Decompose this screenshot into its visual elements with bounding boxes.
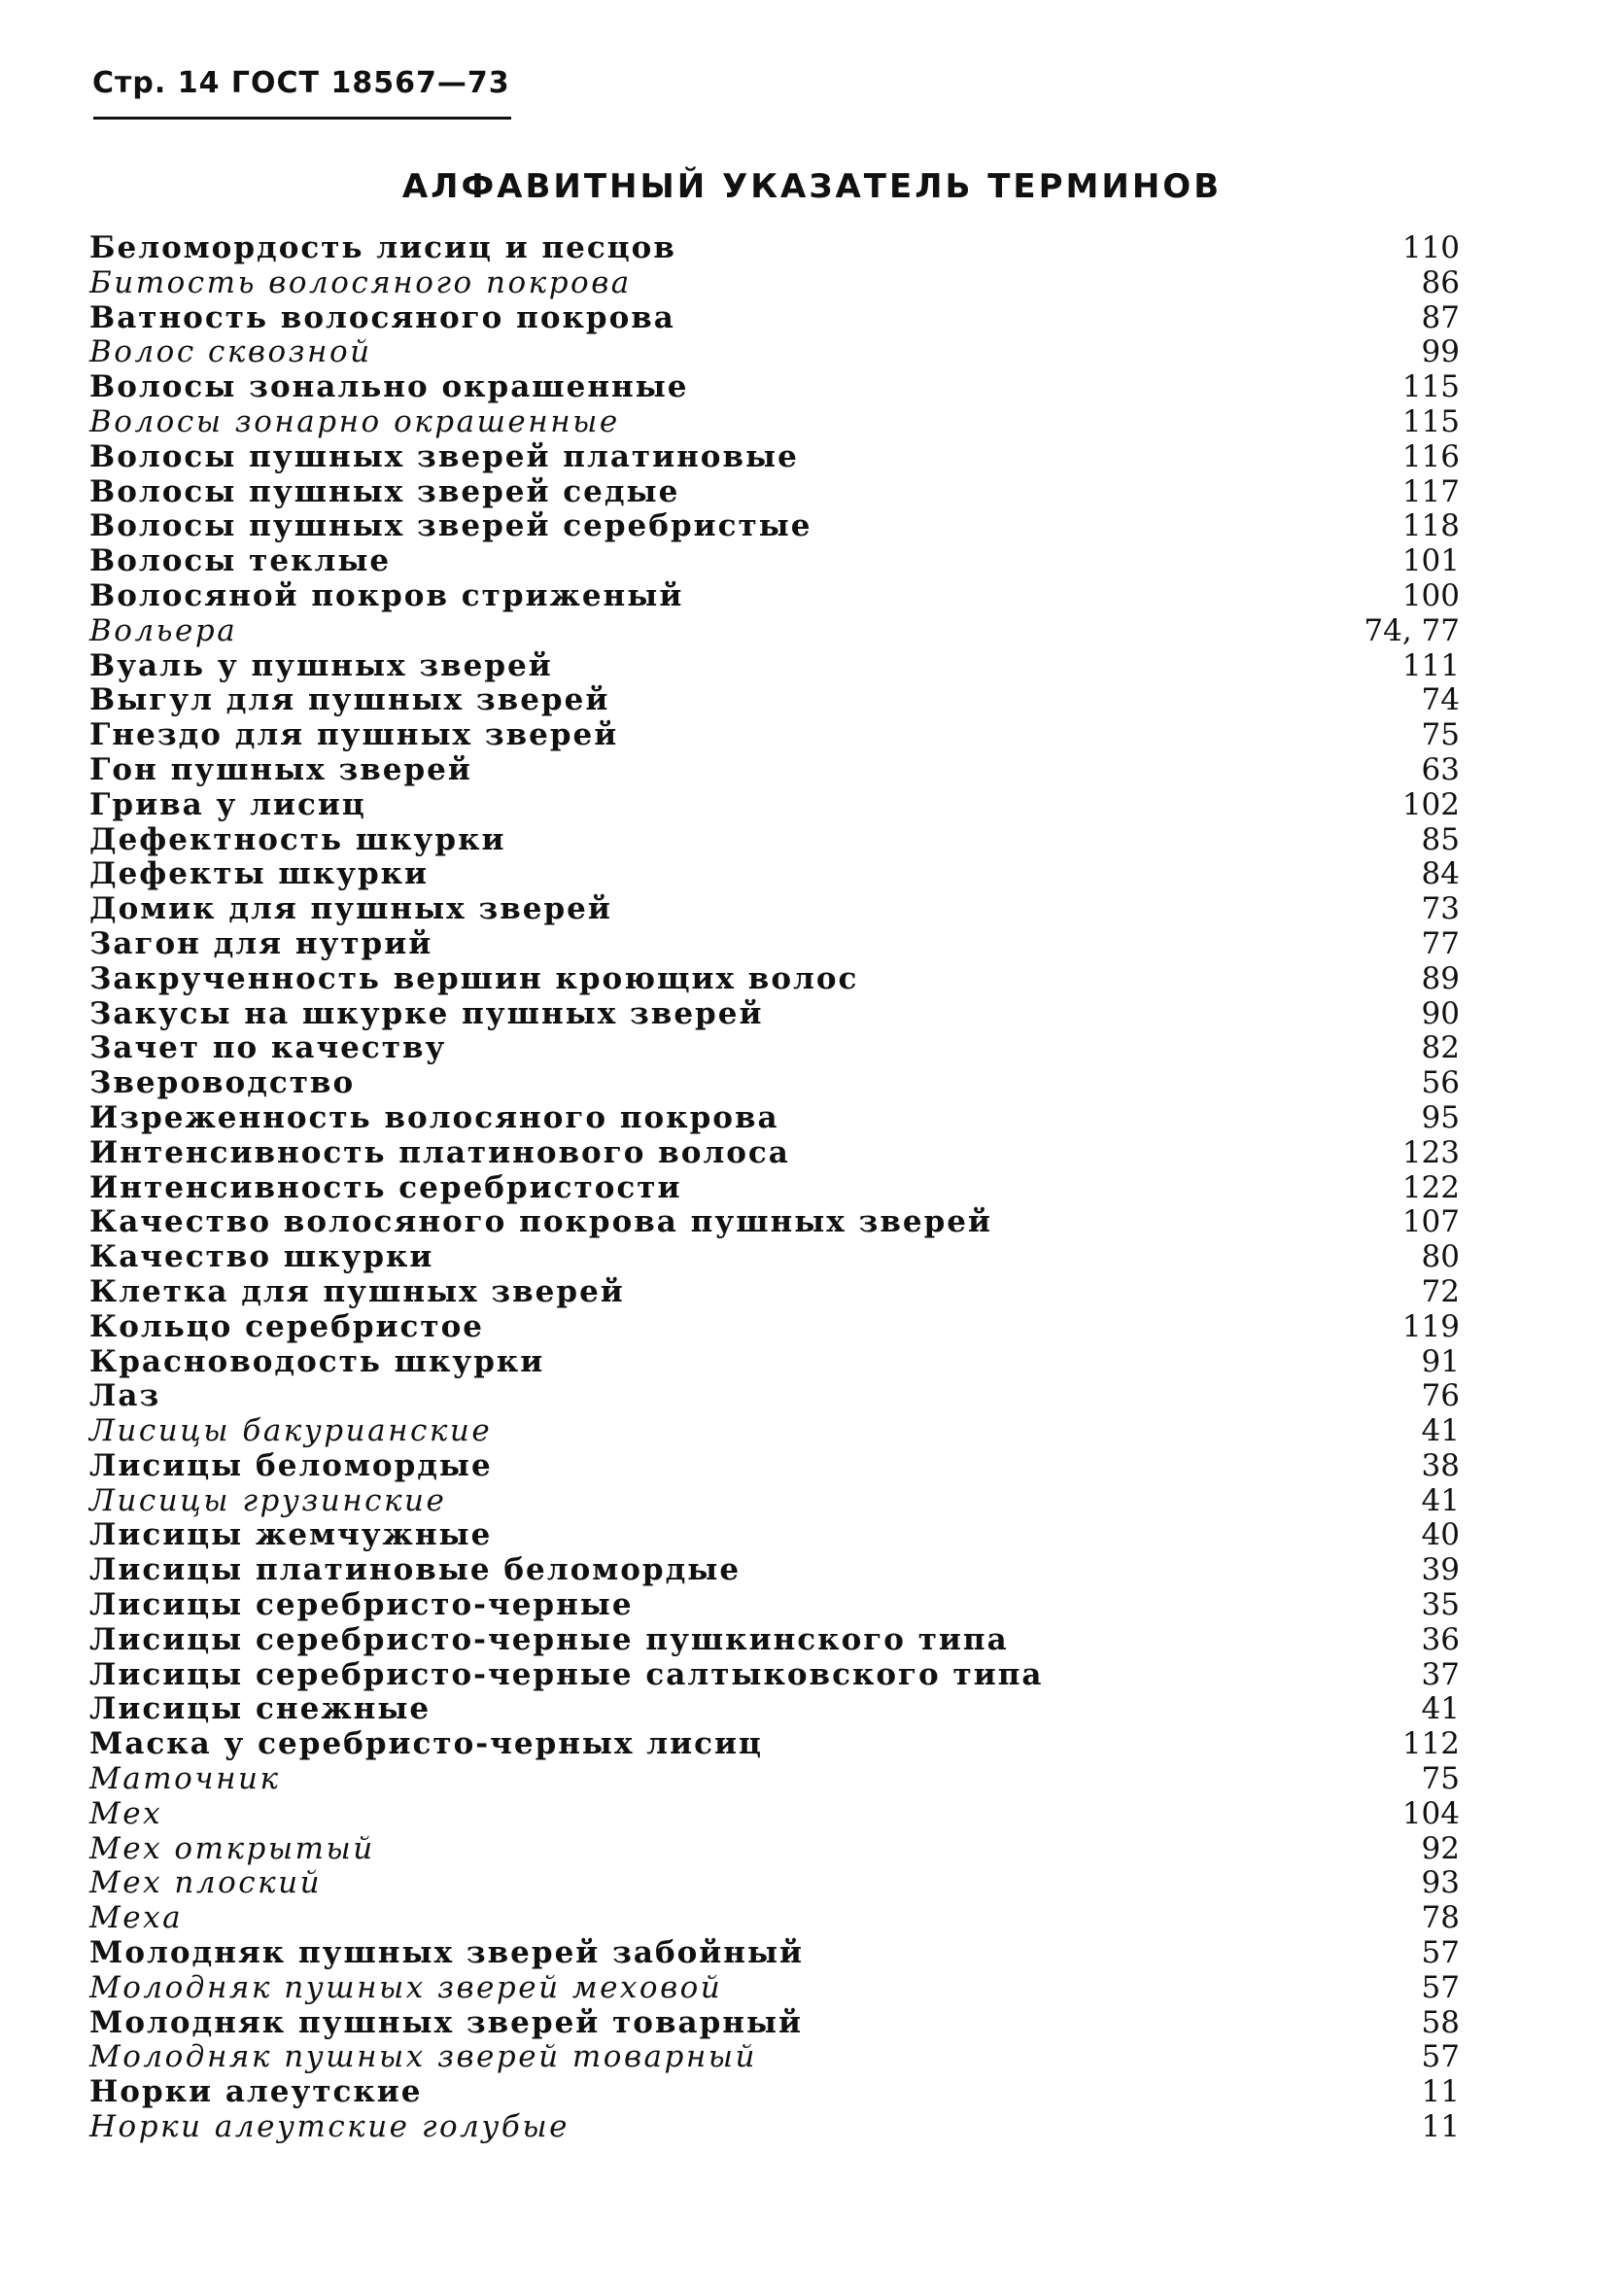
index-page-number: 110 [1401,230,1460,265]
index-term: Молодняк пушных зверей товарный [89,2039,757,2075]
index-term: Клетка для пушных зверей [89,1273,625,1309]
index-page-number: 95 [1421,1099,1460,1135]
index-page-number: 36 [1421,1621,1460,1657]
index-page-number: 58 [1421,2004,1460,2040]
index-entry [89,266,1460,301]
index-entry [89,579,1460,614]
index-term: Лисицы платиновые беломордые [89,1552,742,1588]
index-page-number: 77 [1421,925,1460,961]
index-page-number: 111 [1401,647,1460,683]
index-entry [89,1866,1460,1901]
index-entry [89,1066,1460,1101]
index-page-number: 123 [1401,1134,1460,1170]
index-term: Лисицы бакурианские [89,1413,493,1449]
index-term: Волосы зонарно окрашенные [89,403,620,439]
index-term: Кольцо серебристое [89,1308,484,1344]
index-page-number: 11 [1421,2109,1460,2145]
index-term: Волосы пушных зверей серебристые [89,508,812,544]
index-entry [89,370,1460,405]
index-page-number: 11 [1421,2074,1460,2110]
index-entry [89,2040,1460,2075]
index-page-number: 91 [1421,1343,1460,1379]
index-entry [89,1623,1460,1658]
index-entry [89,1379,1460,1414]
index-entry [89,231,1460,266]
index-term: Маска у серебристо-черных лисиц [89,1726,763,1762]
index-entry [89,683,1460,718]
index-entry [89,962,1460,997]
index-entry [89,1310,1460,1345]
index-page-number: 57 [1421,1969,1460,2005]
index-page-number: 84 [1421,856,1460,892]
index-term: Лисицы серебристо-черные пушкинского типа [89,1621,1009,1657]
index-term: Дефекты шкурки [89,856,430,892]
index-term: Молодняк пушных зверей товарный [89,2004,804,2040]
index-term: Гон пушных зверей [89,751,472,787]
index-page-number: 57 [1421,2039,1460,2075]
index-page-number: 112 [1401,1726,1460,1762]
index-entry [89,1414,1460,1449]
index-term: Волос сквозной [89,334,372,370]
index-entry [89,927,1460,962]
index-entry [89,823,1460,858]
index-entry [89,1484,1460,1519]
index-entry [89,1031,1460,1066]
index-entry [89,2075,1460,2110]
index-term: Меха [89,1900,184,1936]
index-term: Норки алеутские голубые [89,2109,570,2145]
index-term: Красноводость шкурки [89,1343,545,1379]
index-page-number: 41 [1421,1482,1460,1518]
index-entry [89,2006,1460,2041]
index-entry [89,1345,1460,1380]
index-page-number: 116 [1401,438,1460,474]
index-entry [89,788,1460,823]
index-entry [89,1275,1460,1310]
index-term: Лисицы серебристо-черные [89,1587,634,1623]
index-entry [89,1136,1460,1171]
index-entry [89,1727,1460,1762]
index-page-number: 75 [1421,717,1460,753]
page-title: АЛФАВИТНЫЙ УКАЗАТЕЛЬ ТЕРМИНОВ [401,167,1223,206]
index-page-number: 37 [1421,1656,1460,1692]
index-term: Зачет по качеству [89,1030,447,1066]
index-entry [89,1518,1460,1553]
index-entry [89,718,1460,753]
index-page-number: 90 [1421,995,1460,1031]
index-term: Интенсивность серебристости [89,1169,682,1205]
index-entry [89,892,1460,927]
index-entry [89,509,1460,544]
index-page-number: 80 [1421,1239,1460,1275]
index-page-number: 89 [1421,960,1460,996]
index-page-number: 119 [1401,1308,1460,1344]
index-page-number: 87 [1421,299,1460,335]
index-term: Волосяной покров стриженый [89,577,684,613]
index-entry [89,544,1460,579]
index-entry [89,857,1460,892]
index-entry [89,1692,1460,1727]
index-page-number: 75 [1421,1761,1460,1797]
index-term: Лисицы жемчужные [89,1517,493,1553]
index-page-number: 122 [1401,1169,1460,1205]
index-entry [89,1553,1460,1588]
index-term: Ватность волосяного покрова [89,299,675,335]
index-term: Вольера [89,612,238,648]
index-entry [89,1588,1460,1623]
index-page-number: 57 [1421,1935,1460,1971]
index-term: Дефектность шкурки [89,821,506,857]
index-term: Вуаль у пушных зверей [89,647,553,683]
index-entry [89,1240,1460,1275]
index-term: Мех [89,1795,163,1831]
index-term: Качество волосяного покрова пушных зверей [89,1204,993,1240]
index-entry [89,1658,1460,1693]
index-term: Норки алеутские [89,2074,423,2110]
index-entry [89,614,1460,649]
index-page-number: 115 [1401,369,1460,405]
index-page-number: 85 [1421,821,1460,857]
index-page-number: 56 [1421,1065,1460,1101]
index-page-number: 100 [1401,577,1460,613]
index-entry [89,1971,1460,2006]
index-page-number: 40 [1421,1517,1460,1553]
index-page-number: 35 [1421,1587,1460,1623]
index-term: Мех плоский [89,1865,323,1901]
index-entry [89,1762,1460,1797]
index-term: Мех открытый [89,1830,375,1866]
index-page-number: 86 [1421,264,1460,300]
index-entry [89,753,1460,788]
index-page-number: 115 [1401,403,1460,439]
index-page-number: 74, 77 [1364,612,1460,648]
index-term: Лаз [89,1378,161,1414]
index-page-number: 72 [1421,1273,1460,1309]
index-term: Лисицы снежные [89,1691,432,1727]
index-term: Лисицы беломордые [89,1447,493,1483]
index-entry [89,335,1460,370]
index-term: Закрученность вершин кроющих волос [89,960,859,996]
index-entry [89,1797,1460,1832]
index-entry [89,475,1460,510]
index-term: Грива у лисиц [89,786,366,822]
index-term: Лисицы серебристо-черные салтыковского типа [89,1656,1044,1692]
index-entry [89,1832,1460,1867]
index-term: Качество шкурки [89,1239,434,1275]
index-term: Выгул для пушных зверей [89,682,610,718]
index-term: Интенсивность платинового волоса [89,1134,790,1170]
index-term: Лисицы грузинские [89,1482,447,1518]
index-page-number: 82 [1421,1030,1460,1066]
index-term: Волосы теклые [89,543,392,579]
index-term: Волосы пушных зверей седые [89,473,680,509]
index-page-number: 117 [1401,473,1460,509]
index-term: Битость волосяного покрова [89,264,632,300]
index-entry [89,1101,1460,1136]
index-entry [89,1901,1460,1936]
index-page-number: 76 [1421,1378,1460,1414]
index-term: Загон для нутрий [89,925,433,961]
index-entry [89,440,1460,475]
index-term: Волосы зонально окрашенные [89,369,689,405]
index-term: Гнездо для пушных зверей [89,717,619,753]
index-term: Закусы на шкурке пушных зверей [89,995,764,1031]
index-term: Изреженность волосяного покрова [89,1099,779,1135]
index-term: Маточник [89,1761,281,1797]
index-page-number: 73 [1421,891,1460,927]
index-page-number: 38 [1421,1447,1460,1483]
index-page-number: 63 [1421,751,1460,787]
index-entry [89,1449,1460,1484]
index-term: Волосы пушных зверей платиновые [89,438,799,474]
index-page-number: 99 [1421,334,1460,370]
index-page-number: 107 [1401,1204,1460,1240]
index-entry [89,2110,1460,2145]
index-page-number: 93 [1421,1865,1460,1901]
index-page-number: 101 [1401,543,1460,579]
index-entry [89,649,1460,684]
index-entry [89,997,1460,1032]
term-index [89,231,1460,2145]
index-entry [89,405,1460,440]
index-page-number: 39 [1421,1552,1460,1588]
index-term: Беломордость лисиц и песцов [89,230,676,265]
index-entry [89,1936,1460,1971]
index-page-number: 78 [1421,1900,1460,1936]
index-entry [89,1171,1460,1206]
index-page-number: 118 [1401,508,1460,544]
index-entry [89,1205,1460,1240]
index-page-number: 74 [1421,682,1460,718]
header-rule [93,117,511,120]
index-term: Звероводство [89,1065,356,1101]
index-page-number: 41 [1421,1413,1460,1449]
index-page-number: 41 [1421,1691,1460,1727]
index-term: Домик для пушных зверей [89,891,612,927]
index-page-number: 102 [1401,786,1460,822]
index-entry [89,301,1460,336]
index-page-number: 104 [1401,1795,1460,1831]
index-term: Молодняк пушных зверей меховой [89,1969,723,2005]
running-head: Стр. 14 ГОСТ 18567—73 [92,66,510,100]
index-page-number: 92 [1421,1830,1460,1866]
index-term: Молодняк пушных зверей забойный [89,1935,805,1971]
